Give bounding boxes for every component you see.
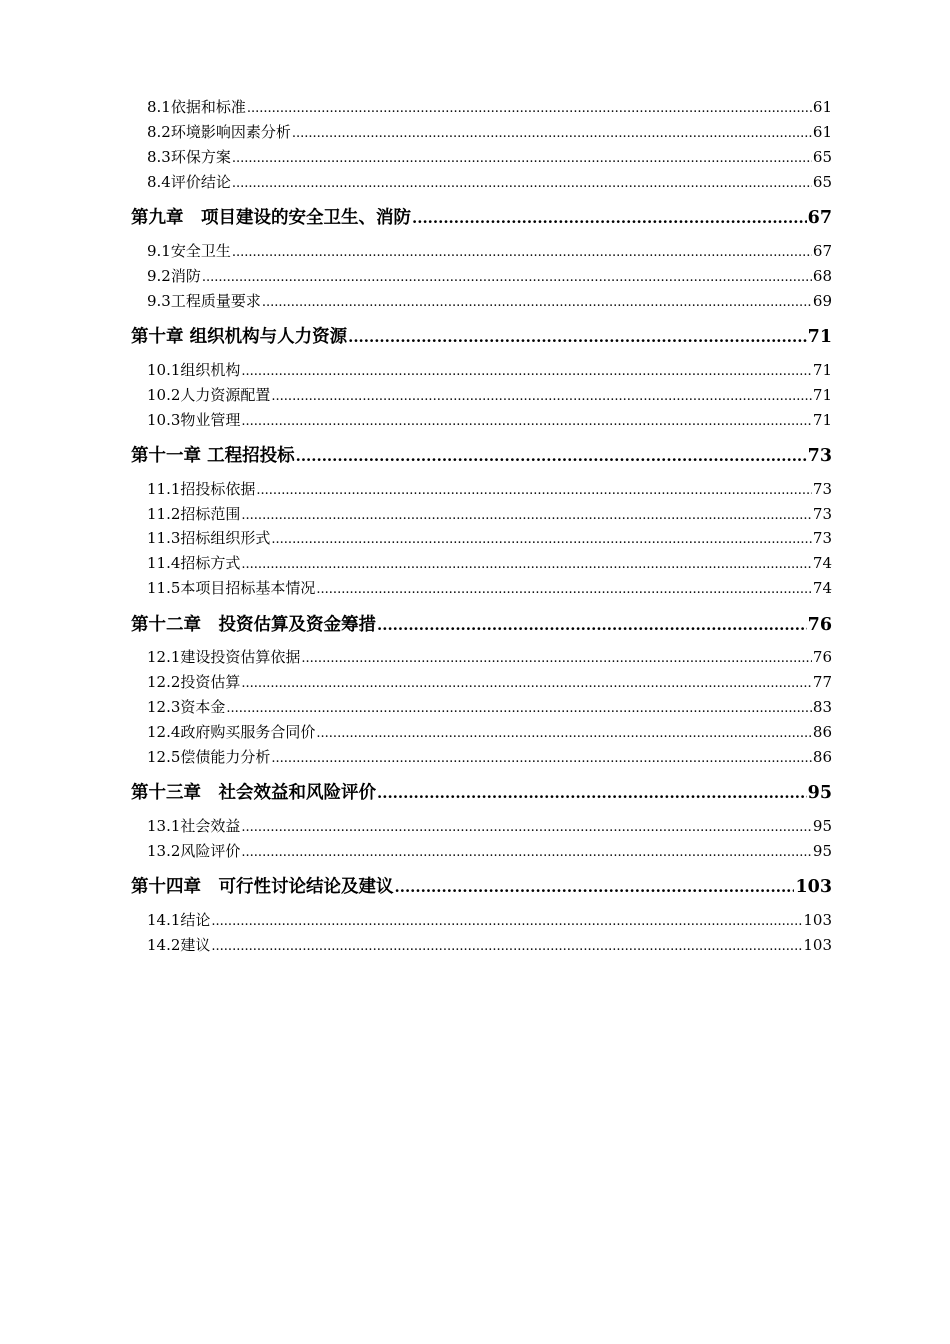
toc-entry-page: 73 (812, 480, 832, 498)
dot-leader (301, 648, 812, 666)
toc-entry-label: 11.3招标组织形式 (147, 529, 271, 547)
toc-entry-page: 83 (812, 698, 832, 716)
toc-entry-10-2[interactable] (147, 384, 832, 405)
dot-leader (211, 911, 802, 929)
dot-leader (241, 554, 812, 572)
toc-entry-label: 9.3工程质量要求 (147, 292, 261, 310)
toc-entry-page: 103 (803, 911, 832, 929)
dot-leader (202, 267, 812, 285)
toc-entry-page: 65 (812, 148, 832, 166)
toc-entry-page: 61 (812, 123, 832, 141)
dot-leader (316, 723, 812, 741)
toc-chapter-9[interactable] (131, 204, 832, 229)
toc-entry-label: 9.1安全卫生 (147, 242, 231, 260)
dot-leader (296, 446, 807, 466)
toc-entry-10-3[interactable] (147, 409, 832, 430)
toc-chapter-label: 第十章 组织机构与人力资源 (131, 327, 348, 347)
toc-chapter-page: 103 (795, 877, 832, 897)
toc-entry-page: 74 (812, 579, 832, 597)
toc-chapter-11[interactable] (131, 442, 832, 467)
toc-entry-page: 73 (812, 529, 832, 547)
toc-entry-label: 12.4政府购买服务合同价 (147, 723, 316, 741)
toc-entry-label: 11.1招投标依据 (147, 480, 256, 498)
toc-entry-label: 10.2人力资源配置 (147, 386, 271, 404)
dot-leader (232, 148, 812, 166)
toc-entry-11-3[interactable] (147, 527, 832, 548)
toc-entry-label: 8.1依据和标准 (147, 98, 246, 116)
toc-entry-page: 68 (812, 267, 832, 285)
toc-entry-label: 10.3物业管理 (147, 411, 241, 429)
toc-entry-label: 12.1建设投资估算依据 (147, 648, 301, 666)
dot-leader (241, 817, 812, 835)
dot-leader (241, 361, 812, 379)
toc-entry-12-2[interactable] (147, 671, 832, 692)
toc-entry-8-2[interactable] (147, 121, 832, 142)
dot-leader (232, 173, 812, 191)
dot-leader (241, 842, 812, 860)
toc-entry-12-1[interactable] (147, 646, 832, 667)
toc-chapter-page: 95 (807, 783, 832, 803)
dot-leader (377, 783, 807, 803)
toc-entry-page: 71 (812, 411, 832, 429)
toc-entry-page: 95 (812, 842, 832, 860)
dot-leader (226, 698, 812, 716)
toc-chapter-page: 73 (807, 446, 832, 466)
toc-entry-9-1[interactable] (147, 240, 832, 261)
toc-entry-page: 76 (812, 648, 832, 666)
toc-entry-8-1[interactable] (147, 96, 832, 117)
toc-entry-page: 86 (812, 723, 832, 741)
toc-entry-12-3[interactable] (147, 696, 832, 717)
dot-leader (348, 327, 807, 347)
toc-chapter-13[interactable] (131, 779, 832, 804)
toc-entry-13-2[interactable] (147, 840, 832, 861)
toc-entry-label: 8.3环保方案 (147, 148, 231, 166)
toc-chapter-page: 76 (807, 615, 832, 635)
toc-entry-label: 11.5本项目招标基本情况 (147, 579, 316, 597)
toc-entry-8-4[interactable] (147, 171, 832, 192)
toc-chapter-label: 第九章 项目建设的安全卫生、消防 (131, 208, 411, 228)
toc-entry-label: 14.1结论 (147, 911, 211, 929)
toc-entry-11-1[interactable] (147, 478, 832, 499)
toc-entry-page: 65 (812, 173, 832, 191)
toc-entry-page: 74 (812, 554, 832, 572)
dot-leader (256, 480, 812, 498)
toc-chapter-page: 71 (807, 327, 832, 347)
toc-entry-page: 69 (812, 292, 832, 310)
toc-entry-11-2[interactable] (147, 503, 832, 524)
dot-leader (247, 98, 812, 116)
toc-entry-page: 67 (812, 242, 832, 260)
toc-entry-14-1[interactable] (147, 909, 832, 930)
toc-entry-14-2[interactable] (147, 934, 832, 955)
toc-chapter-label: 第十一章 工程招投标 (131, 446, 295, 466)
toc-entry-label: 8.2环境影响因素分析 (147, 123, 291, 141)
toc-entry-9-3[interactable] (147, 290, 832, 311)
toc-entry-label: 13.2风险评价 (147, 842, 241, 860)
toc-chapter-10[interactable] (131, 323, 832, 348)
toc-entry-11-4[interactable] (147, 552, 832, 573)
toc-entry-label: 11.2招标范围 (147, 505, 241, 523)
toc-entry-page: 103 (803, 936, 832, 954)
dot-leader (395, 877, 795, 897)
dot-leader (377, 615, 807, 635)
dot-leader (412, 208, 807, 228)
dot-leader (271, 748, 812, 766)
toc-chapter-label: 第十三章 社会效益和风险评价 (131, 783, 376, 803)
toc-entry-9-2[interactable] (147, 265, 832, 286)
toc-entry-10-1[interactable] (147, 359, 832, 380)
toc-chapter-label: 第十二章 投资估算及资金筹措 (131, 615, 376, 635)
toc-entry-page: 86 (812, 748, 832, 766)
toc-chapter-page: 67 (807, 208, 832, 228)
toc-entry-13-1[interactable] (147, 815, 832, 836)
toc-entry-page: 77 (812, 673, 832, 691)
toc-entry-label: 8.4评价结论 (147, 173, 231, 191)
toc-chapter-14[interactable] (131, 873, 832, 898)
toc-chapter-12[interactable] (131, 611, 832, 636)
toc-entry-label: 12.3资本金 (147, 698, 226, 716)
dot-leader (271, 386, 812, 404)
dot-leader (262, 292, 812, 310)
toc-entry-label: 12.2投资估算 (147, 673, 241, 691)
toc-entry-label: 9.2消防 (147, 267, 201, 285)
toc-entry-label: 10.1组织机构 (147, 361, 241, 379)
dot-leader (241, 505, 812, 523)
dot-leader (316, 579, 812, 597)
toc-entry-page: 71 (812, 386, 832, 404)
toc-entry-page: 71 (812, 361, 832, 379)
dot-leader (211, 936, 802, 954)
toc-entry-page: 73 (812, 505, 832, 523)
toc-entry-page: 61 (812, 98, 832, 116)
dot-leader (271, 529, 812, 547)
toc-entry-label: 13.1社会效益 (147, 817, 241, 835)
toc-entry-label: 14.2建议 (147, 936, 211, 954)
toc-entry-12-5[interactable] (147, 746, 832, 767)
toc-entry-12-4[interactable] (147, 721, 832, 742)
toc-entry-label: 11.4招标方式 (147, 554, 241, 572)
dot-leader (241, 411, 812, 429)
toc-entry-11-5[interactable] (147, 577, 832, 598)
dot-leader (292, 123, 812, 141)
toc-entry-8-3[interactable] (147, 146, 832, 167)
toc-entry-label: 12.5偿债能力分析 (147, 748, 271, 766)
dot-leader (241, 673, 812, 691)
toc-entry-page: 95 (812, 817, 832, 835)
toc-chapter-label: 第十四章 可行性讨论结论及建议 (131, 877, 394, 897)
dot-leader (232, 242, 812, 260)
